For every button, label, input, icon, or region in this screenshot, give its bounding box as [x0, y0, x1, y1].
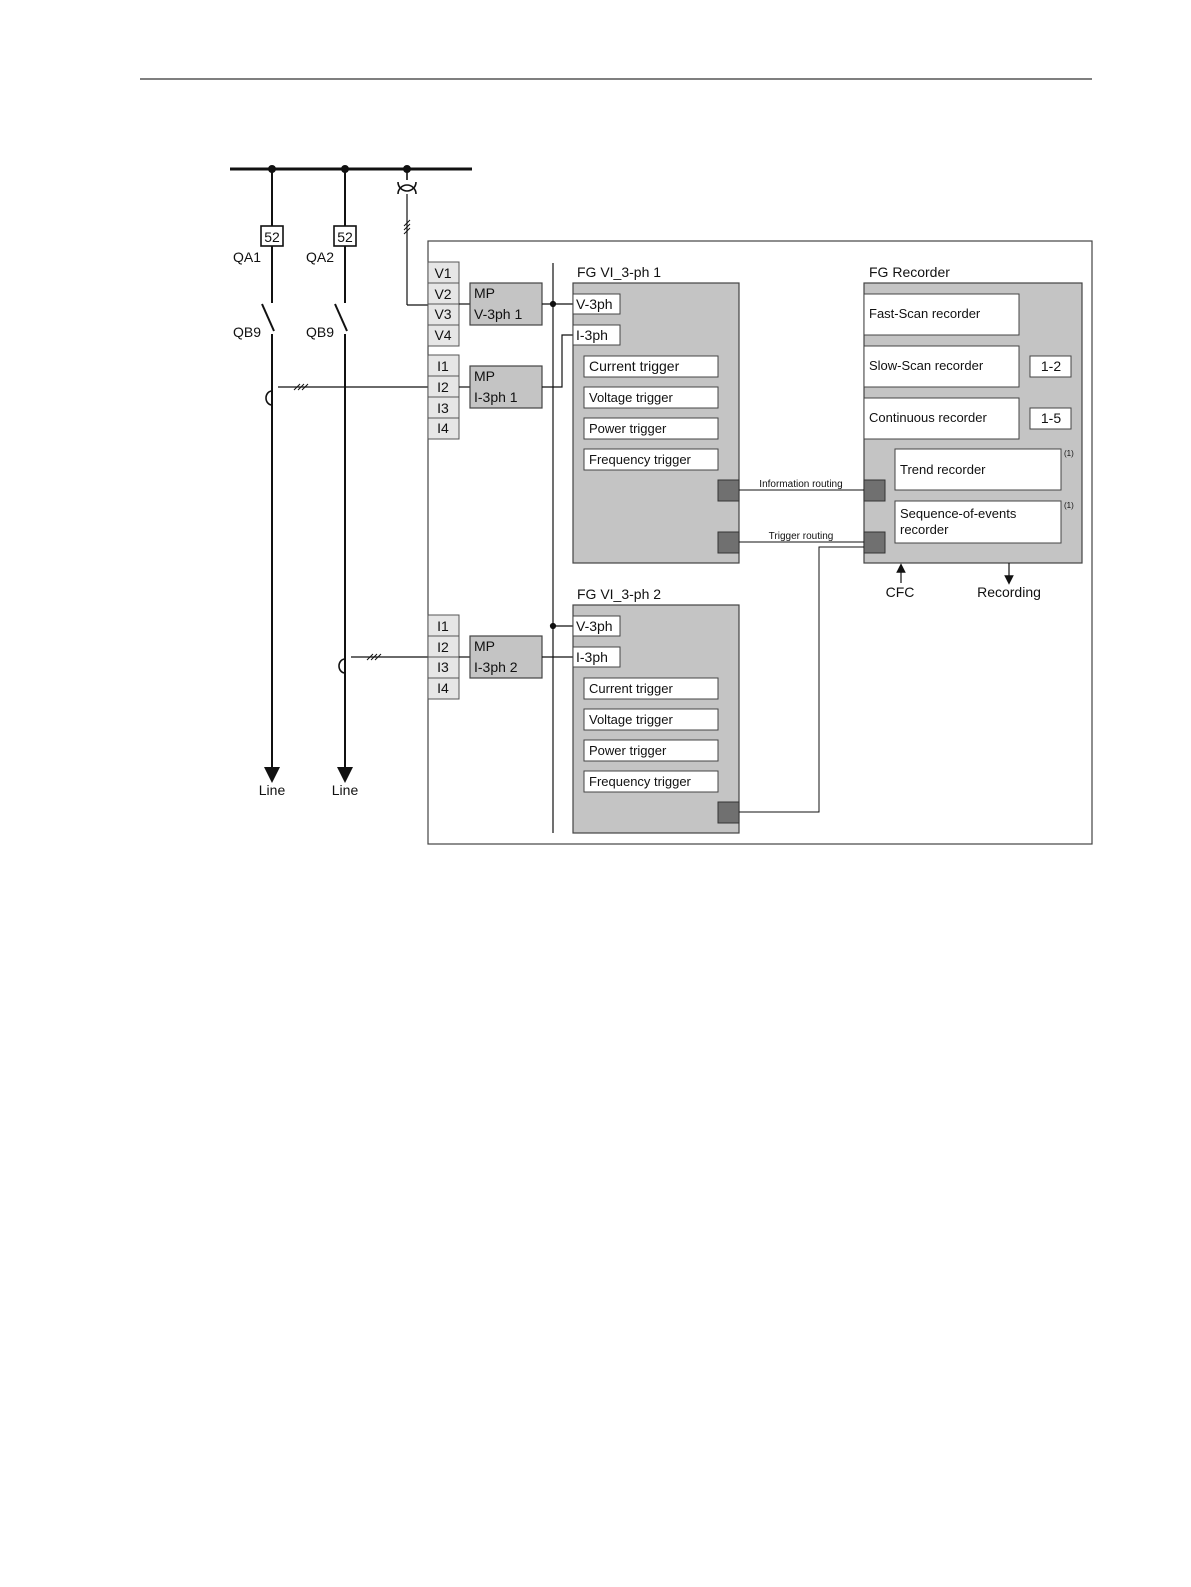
svg-text:Frequency trigger: Frequency trigger [589, 452, 691, 467]
terminal-label: I2 [437, 379, 449, 395]
footnote-marker: (1) [1064, 501, 1074, 510]
terminal-label: I1 [437, 618, 449, 634]
breaker-name: QA1 [232, 249, 262, 265]
breaker-number: 52 [264, 229, 280, 245]
svg-text:Current trigger: Current trigger [589, 681, 673, 696]
current-terminals-1 [428, 355, 459, 439]
svg-text:MP: MP [474, 368, 495, 384]
recorder-info-port [864, 480, 885, 501]
trigger-routing-label: Trigger routing [768, 531, 834, 542]
fg2-title: FG VI_3-ph 2 [577, 586, 662, 602]
svg-text:V-3ph: V-3ph [576, 618, 613, 634]
terminal-label: V2 [434, 286, 452, 302]
current-terminals-2 [428, 615, 459, 699]
terminal-label: I4 [437, 420, 449, 436]
terminal-label: V4 [434, 327, 452, 343]
line-label: Line [258, 782, 286, 798]
disconnector-qb9-1 [262, 304, 274, 331]
line-label: Line [331, 782, 359, 798]
measuring-point-i1 [470, 366, 542, 408]
breaker-name: QA2 [305, 249, 335, 265]
svg-text:I-3ph 1: I-3ph 1 [474, 389, 518, 405]
svg-text:Slow-Scan recorder: Slow-Scan recorder [869, 358, 984, 373]
footnote-marker: (1) [1064, 449, 1074, 458]
svg-text:I-3ph 2: I-3ph 2 [474, 659, 518, 675]
function-group-2 [573, 586, 739, 833]
svg-text:Voltage trigger: Voltage trigger [589, 390, 673, 405]
terminal-label: I2 [437, 639, 449, 655]
terminal-label: I3 [437, 400, 449, 416]
svg-text:Frequency trigger: Frequency trigger [589, 774, 691, 789]
svg-text:Power trigger: Power trigger [589, 743, 667, 758]
fg1-trigger-port [718, 532, 739, 553]
svg-text:Continuous recorder: Continuous recorder [869, 410, 987, 425]
disconnector-name: QB9 [232, 324, 262, 340]
cfc-label: CFC [885, 584, 915, 600]
svg-text:V-3ph: V-3ph [576, 296, 613, 312]
svg-text:V-3ph 1: V-3ph 1 [474, 306, 523, 322]
recorder-trigger-port [864, 532, 885, 553]
svg-text:recorder: recorder [900, 522, 949, 537]
terminal-label: I1 [437, 358, 449, 374]
terminal-label: V1 [434, 265, 452, 281]
svg-text:Trend recorder: Trend recorder [900, 462, 986, 477]
function-group-recorder [864, 264, 1082, 563]
svg-text:I-3ph: I-3ph [576, 649, 608, 665]
svg-text:MP: MP [474, 285, 495, 301]
voltage-terminals [428, 262, 459, 346]
svg-text:Current trigger: Current trigger [589, 358, 680, 374]
function-group-1 [573, 264, 739, 563]
svg-text:Sequence-of-events: Sequence-of-events [900, 506, 1017, 521]
information-routing-label: Information routing [759, 479, 843, 490]
measuring-point-v [470, 283, 542, 325]
svg-text:MP: MP [474, 638, 495, 654]
terminal-label: V3 [434, 306, 452, 322]
terminal-label: I3 [437, 659, 449, 675]
breaker-number: 52 [337, 229, 353, 245]
disconnector-qb9-2 [335, 304, 347, 331]
svg-text:I-3ph: I-3ph [576, 327, 608, 343]
fg1-info-port [718, 480, 739, 501]
internal-wiring [542, 263, 573, 833]
svg-text:Fast-Scan recorder: Fast-Scan recorder [869, 306, 981, 321]
svg-text:Voltage trigger: Voltage trigger [589, 712, 673, 727]
disconnector-name: QB9 [305, 324, 335, 340]
svg-text:Power trigger: Power trigger [589, 421, 667, 436]
fg2-trigger-port [718, 802, 739, 823]
fg1-title: FG VI_3-ph 1 [577, 264, 662, 280]
vt-symbol [398, 182, 416, 194]
svg-text:1-2: 1-2 [1040, 358, 1062, 374]
recorder-title: FG Recorder [869, 264, 950, 280]
terminal-label: I4 [437, 680, 449, 696]
svg-text:1-5: 1-5 [1040, 410, 1062, 426]
measuring-point-i2 [470, 636, 542, 678]
recording-label: Recording [977, 584, 1041, 600]
